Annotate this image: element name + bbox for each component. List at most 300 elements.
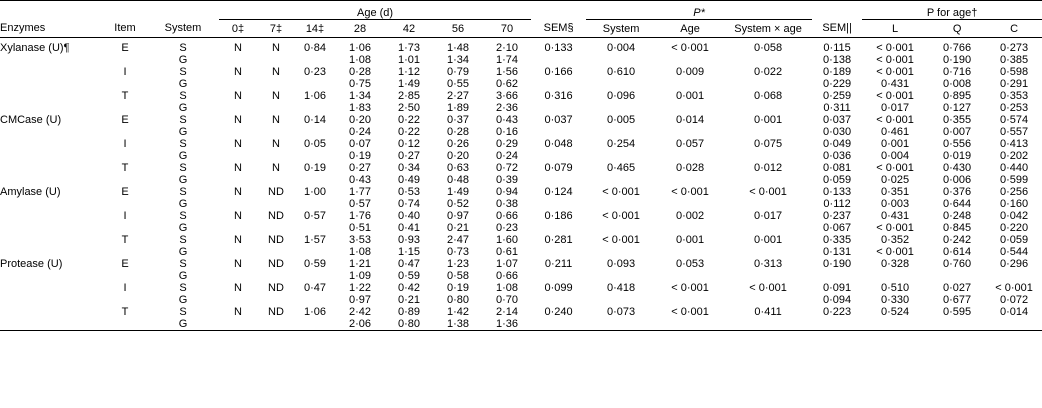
table-row (0, 186, 1042, 198)
table-row (0, 138, 1042, 150)
age-14-cell: 0·59 (303, 258, 327, 270)
p-system-cell: 0·093 (607, 258, 636, 270)
p-linear-cell: < 0·001 (876, 90, 914, 102)
age-value-cell: 1·01 (397, 54, 421, 66)
enzyme-cell (0, 234, 103, 246)
p-age-cell: 0·053 (676, 258, 705, 270)
p-age-cell (656, 78, 724, 90)
age-value-cell: 1·22 (348, 282, 372, 294)
age-14-cell: 1·06 (303, 90, 327, 102)
sem2-cell: 0·091 (823, 282, 852, 294)
system-cell: S (179, 306, 187, 318)
p-linear-cell: < 0·001 (876, 246, 914, 258)
enzyme-cell (0, 174, 103, 186)
item-cell: I (123, 66, 127, 78)
age-0-cell: N (234, 162, 242, 174)
system-cell: G (178, 126, 188, 138)
age-value-cell: 2·50 (397, 102, 421, 114)
age-value-cell: 1·12 (397, 66, 421, 78)
sem2-cell: 0·189 (823, 66, 852, 78)
sem-cell (531, 246, 586, 258)
p-linear-cell: < 0·001 (876, 222, 914, 234)
age-14-cell: 0·84 (303, 42, 327, 54)
p-quadratic-cell: 0·006 (943, 174, 972, 186)
p-quadratic-cell: 0·556 (943, 138, 972, 150)
age-14-cell: 0·14 (303, 114, 327, 126)
table-row (0, 150, 1042, 162)
system-cell: S (179, 258, 187, 270)
table-header (0, 1, 1042, 38)
p-age-cell: < 0·001 (671, 306, 709, 318)
p-age-cell (656, 174, 724, 186)
p-quadratic-cell: 0·248 (943, 210, 972, 222)
age-value-cell: 0·70 (496, 294, 519, 306)
age-value-cell: 2·14 (496, 306, 519, 318)
age-value-cell: 0·12 (397, 138, 421, 150)
p-quadratic-cell: 0·190 (943, 54, 972, 66)
age-0-cell: N (234, 258, 242, 270)
age-7-cell: ND (268, 186, 284, 198)
age-value-cell: 1·56 (496, 66, 519, 78)
age-14-cell (295, 270, 335, 282)
item-cell (103, 102, 147, 114)
age-value-cell: 0·29 (496, 138, 519, 150)
p-system-cell (586, 222, 656, 234)
age-value-cell: 0·80 (446, 294, 470, 306)
age-0-cell (219, 126, 257, 138)
age-value-cell: 0·93 (397, 234, 421, 246)
enzyme-cell (0, 78, 103, 90)
p-age-cell (656, 222, 724, 234)
p-system-age-cell: 0·022 (754, 66, 783, 78)
age-0-cell (219, 102, 257, 114)
p-linear-cell: 0·431 (881, 78, 910, 90)
age-col-header: 28 (335, 20, 385, 38)
sem-cell (531, 126, 586, 138)
p-linear-cell: 0·025 (881, 174, 910, 186)
age-value-cell: 0·57 (348, 198, 372, 210)
p-cubic-cell: < 0·001 (995, 282, 1033, 294)
age-value-cell: 1·21 (348, 258, 372, 270)
age-0-cell: N (234, 282, 242, 294)
age-value-cell: 1·76 (348, 210, 372, 222)
age-value-cell: 0·59 (397, 270, 421, 282)
p-quadratic-cell: 0·614 (943, 246, 972, 258)
table-row (0, 282, 1042, 294)
age-value-cell: 0·42 (397, 282, 421, 294)
p-system-cell: < 0·001 (602, 186, 640, 198)
p-system-cell: 0·005 (607, 114, 636, 126)
age-7-cell (257, 102, 295, 114)
age-7-cell (257, 222, 295, 234)
p-age-cell: < 0·001 (671, 282, 709, 294)
sem2-cell: 0·133 (823, 186, 852, 198)
p-quadratic-cell: 0·644 (943, 198, 972, 210)
age-value-cell: 0·23 (496, 222, 519, 234)
table-row (0, 126, 1042, 138)
age-14-cell (295, 198, 335, 210)
table-row (0, 114, 1042, 126)
p-cubic-cell: 0·253 (1000, 102, 1029, 114)
p-cubic-cell: 0·598 (1000, 66, 1029, 78)
p-quadratic-cell: 0·355 (943, 114, 972, 126)
p-cubic-cell (986, 270, 1042, 282)
sem-cell: 0·133 (544, 42, 573, 54)
p-cubic-cell: 0·291 (1000, 78, 1029, 90)
p-system-cell (586, 126, 656, 138)
item-cell (103, 294, 147, 306)
p-quadratic-cell: 0·760 (943, 258, 972, 270)
p-age-cell (656, 198, 724, 210)
system-cell: S (179, 282, 187, 294)
p-quadratic-cell: 0·027 (943, 282, 972, 294)
enzyme-cell (0, 54, 103, 66)
table-row (0, 174, 1042, 186)
age-7-cell (257, 246, 295, 258)
p-quadratic-cell (928, 318, 986, 331)
age-value-cell: 0·73 (446, 246, 470, 258)
sem2-cell: 0·049 (823, 138, 852, 150)
p-quadratic-cell: 0·716 (943, 66, 972, 78)
age-col-header: 7‡ (257, 20, 295, 38)
age-value-cell: 1·09 (348, 270, 372, 282)
system-cell: G (178, 174, 188, 186)
age-value-cell: 0·48 (446, 174, 470, 186)
item-cell (103, 54, 147, 66)
p-cubic-cell: 0·220 (1000, 222, 1029, 234)
item-cell: I (123, 210, 127, 222)
age-7-cell (257, 54, 295, 66)
age-0-cell: N (234, 42, 242, 54)
p-age-cell (656, 246, 724, 258)
age-value-cell: 0·55 (446, 78, 470, 90)
age-value-cell: 1·36 (483, 318, 531, 331)
p-system-age-cell: 0·012 (754, 162, 783, 174)
sem-cell (531, 222, 586, 234)
p-cubic-cell: 0·557 (1000, 126, 1029, 138)
age-value-cell: 0·72 (496, 162, 519, 174)
p-linear-cell: 0·431 (881, 210, 910, 222)
sem2-cell: 0·259 (823, 90, 852, 102)
sem-cell: 0·316 (544, 90, 573, 102)
p-quadratic-cell (928, 270, 986, 282)
age-value-cell: 0·47 (397, 258, 421, 270)
p-system-cell: 0·096 (607, 90, 636, 102)
item-cell (103, 174, 147, 186)
sem-cell (531, 54, 586, 66)
age-value-cell: 0·51 (348, 222, 372, 234)
age-7-cell: ND (268, 210, 284, 222)
system-cell: G (178, 246, 188, 258)
age-7-cell: N (272, 66, 280, 78)
p-linear-cell: 0·001 (881, 138, 910, 150)
age-0-cell: N (234, 66, 242, 78)
sem2-cell: 0·237 (823, 210, 852, 222)
age-14-cell: 1·00 (303, 186, 327, 198)
age-value-cell: 0·41 (397, 222, 421, 234)
table-row (0, 90, 1042, 102)
item-cell (103, 270, 147, 282)
p-linear-cell: 0·352 (881, 234, 910, 246)
p-system-age-cell (724, 318, 812, 331)
age-value-cell: 0·66 (496, 210, 519, 222)
age-value-cell: 1·73 (397, 42, 421, 54)
p-quadratic-cell: 0·677 (943, 294, 972, 306)
sem-cell: 0·166 (544, 66, 573, 78)
age-value-cell: 0·34 (397, 162, 421, 174)
system-cell: S (179, 42, 187, 54)
age-7-cell (257, 78, 295, 90)
p-system-age-cell (724, 78, 812, 90)
p-age-cell: < 0·001 (671, 186, 709, 198)
age-value-cell: 0·62 (496, 78, 519, 90)
age-value-cell: 0·27 (397, 150, 421, 162)
p-system-age-cell (724, 222, 812, 234)
sem2-cell: 0·335 (823, 234, 852, 246)
sem-cell: 0·037 (544, 114, 573, 126)
p-age-cell (656, 102, 724, 114)
p-quadratic-cell: 0·008 (943, 78, 972, 90)
enzyme-cell (0, 210, 103, 222)
p-linear-cell: 0·003 (881, 198, 910, 210)
p-cubic-header: C (986, 20, 1042, 38)
p-quadratic-cell: 0·766 (943, 42, 972, 54)
system-cell: S (179, 210, 187, 222)
age-col-header: 56 (433, 20, 483, 38)
age-value-cell: 0·79 (446, 66, 470, 78)
p-linear-cell: 0·524 (881, 306, 910, 318)
age-value-cell: 0·27 (348, 162, 372, 174)
age-value-cell: 0·80 (385, 318, 433, 331)
p-system-age-cell: < 0·001 (749, 282, 787, 294)
age-value-cell: 0·24 (496, 150, 519, 162)
sem-cell: 0·124 (544, 186, 573, 198)
age-group-header: Age (d) (219, 1, 531, 20)
age-value-cell: 0·66 (496, 270, 519, 282)
enzyme-cell (0, 66, 103, 78)
item-cell: T (121, 234, 129, 246)
age-0-cell (219, 318, 257, 331)
system-cell: G (178, 270, 188, 282)
enzyme-cell (0, 246, 103, 258)
age-7-cell: N (272, 114, 280, 126)
age-0-cell (219, 294, 257, 306)
p-system-cell (586, 318, 656, 331)
p-system-age-cell (724, 174, 812, 186)
age-value-cell: 0·43 (496, 114, 519, 126)
p-cubic-cell: 0·544 (1000, 246, 1029, 258)
p-system-age-cell (724, 270, 812, 282)
table-row (0, 102, 1042, 114)
table-row (0, 294, 1042, 306)
age-value-cell: 0·43 (348, 174, 372, 186)
sem2-cell: 0·037 (823, 114, 852, 126)
age-value-cell: 0·53 (397, 186, 421, 198)
age-value-cell: 1·49 (446, 186, 470, 198)
p-cubic-cell: 0·599 (1000, 174, 1029, 186)
age-7-cell: ND (268, 258, 284, 270)
enzyme-cell (0, 126, 103, 138)
age-7-cell: ND (268, 306, 284, 318)
p-cubic-cell: 0·014 (1000, 306, 1029, 318)
age-value-cell: 0·16 (496, 126, 519, 138)
age-value-cell: 0·61 (496, 246, 519, 258)
p-cubic-cell (986, 318, 1042, 331)
p-system-cell: < 0·001 (602, 210, 640, 222)
age-14-cell: 0·57 (303, 210, 327, 222)
p-system-cell: < 0·001 (602, 234, 640, 246)
age-value-cell: 0·37 (446, 114, 470, 126)
sem-cell (531, 318, 586, 331)
item-cell (103, 198, 147, 210)
system-cell: G (178, 102, 188, 114)
p-linear-cell: 0·330 (881, 294, 910, 306)
p-age-cell: 0·002 (676, 210, 705, 222)
p-linear-cell: < 0·001 (876, 42, 914, 54)
item-cell: T (121, 90, 129, 102)
item-cell (103, 78, 147, 90)
p-age-cell: 0·028 (676, 162, 705, 174)
sem-cell (531, 294, 586, 306)
p-system-age-cell: < 0·001 (749, 186, 787, 198)
age-value-cell: 2·47 (446, 234, 470, 246)
p-age-cell: 0·057 (676, 138, 705, 150)
p-linear-cell: < 0·001 (876, 54, 914, 66)
age-7-cell: ND (268, 234, 284, 246)
sem2-cell: 0·067 (823, 222, 852, 234)
p-system-age-cell: 0·313 (754, 258, 783, 270)
age-value-cell: 0·22 (397, 114, 421, 126)
enzyme-cell (0, 318, 103, 331)
age-value-cell: 0·40 (397, 210, 421, 222)
table-row (0, 222, 1042, 234)
age-value-cell: 0·49 (397, 174, 421, 186)
enzyme-cell: Xylanase (U)¶ (0, 42, 70, 54)
enzyme-cell: Protease (U) (0, 258, 63, 270)
p-linear-cell: 0·004 (881, 150, 910, 162)
item-header: Item (103, 20, 147, 38)
p-system-cell (586, 270, 656, 282)
p-system-age-cell (724, 150, 812, 162)
system-cell: S (179, 138, 187, 150)
p-system-age-cell: 0·075 (754, 138, 783, 150)
age-14-cell (295, 78, 335, 90)
enzyme-cell (0, 306, 103, 318)
p-system-header: System (586, 20, 656, 38)
age-value-cell: 1·06 (348, 42, 372, 54)
age-0-cell (219, 54, 257, 66)
system-header: System (147, 20, 219, 38)
table-row (0, 246, 1042, 258)
p-system-age-cell (724, 294, 812, 306)
age-7-cell (257, 174, 295, 186)
p-linear-cell (862, 318, 928, 331)
item-cell (103, 246, 147, 258)
sem-cell (531, 174, 586, 186)
item-cell (103, 150, 147, 162)
p-system-cell (586, 294, 656, 306)
enzyme-cell (0, 294, 103, 306)
p-cubic-cell: 0·385 (1000, 54, 1029, 66)
p-system-age-cell: 0·411 (754, 306, 782, 318)
sem-cell (531, 270, 586, 282)
age-value-cell: 0·63 (446, 162, 470, 174)
age-value-cell: 0·20 (446, 150, 470, 162)
system-cell: S (179, 234, 187, 246)
item-cell: E (121, 42, 129, 54)
p-system-age-cell: 0·068 (754, 90, 783, 102)
item-cell: T (121, 162, 129, 174)
p-system-cell: 0·254 (607, 138, 636, 150)
p-system-cell: 0·465 (607, 162, 636, 174)
age-7-cell: ND (268, 282, 284, 294)
age-value-cell: 0·97 (446, 210, 470, 222)
p-quadratic-cell: 0·895 (943, 90, 972, 102)
age-value-cell: 0·52 (446, 198, 470, 210)
age-14-cell (295, 294, 335, 306)
p-system-cell (586, 150, 656, 162)
p-age-cell (656, 318, 724, 331)
p-cubic-cell: 0·160 (1000, 198, 1029, 210)
p-age-cell (656, 270, 724, 282)
age-col-header: 14‡ (295, 20, 335, 38)
p-linear-cell (862, 270, 928, 282)
age-value-cell: 1·38 (433, 318, 483, 331)
p-cubic-cell: 0·296 (1000, 258, 1029, 270)
age-14-cell (295, 150, 335, 162)
sem2-cell: 0·059 (823, 174, 852, 186)
age-7-cell (257, 294, 295, 306)
sem2-cell (812, 318, 862, 331)
age-14-cell (295, 174, 335, 186)
age-0-cell: N (234, 90, 242, 102)
enzyme-cell (0, 102, 103, 114)
age-value-cell: 1·49 (397, 78, 421, 90)
p-cubic-cell: 0·353 (1000, 90, 1029, 102)
sem2-cell: 0·131 (823, 246, 852, 258)
age-14-cell (295, 222, 335, 234)
age-0-cell (219, 222, 257, 234)
sem2-cell (812, 270, 862, 282)
age-value-cell: 1·34 (348, 90, 372, 102)
p-linear-cell: 0·351 (881, 186, 910, 198)
p-linear-header: L (862, 20, 928, 38)
age-col-header: 0‡ (219, 20, 257, 38)
sem2-cell: 0·081 (823, 162, 852, 174)
p-system-age-cell (724, 126, 812, 138)
sem-header: SEM§ (531, 20, 586, 38)
item-cell: E (121, 114, 129, 126)
table-row (0, 258, 1042, 270)
age-value-cell: 0·07 (348, 138, 372, 150)
age-value-cell: 3·53 (348, 234, 372, 246)
p-age-cell: 0·001 (676, 90, 705, 102)
age-value-cell: 0·75 (348, 78, 372, 90)
sem-cell (531, 150, 586, 162)
p-age-cell (656, 294, 724, 306)
p-quadratic-cell: 0·019 (943, 150, 972, 162)
p-system-age-cell: 0·001 (754, 234, 783, 246)
age-0-cell (219, 150, 257, 162)
p-quadratic-cell: 0·007 (943, 126, 972, 138)
system-cell: S (179, 66, 187, 78)
p-cubic-cell: 0·072 (1000, 294, 1029, 306)
table-row (0, 66, 1042, 78)
system-cell: G (178, 198, 188, 210)
age-7-cell: N (272, 138, 280, 150)
age-value-cell: 0·19 (348, 150, 372, 162)
p-system-cell (586, 246, 656, 258)
